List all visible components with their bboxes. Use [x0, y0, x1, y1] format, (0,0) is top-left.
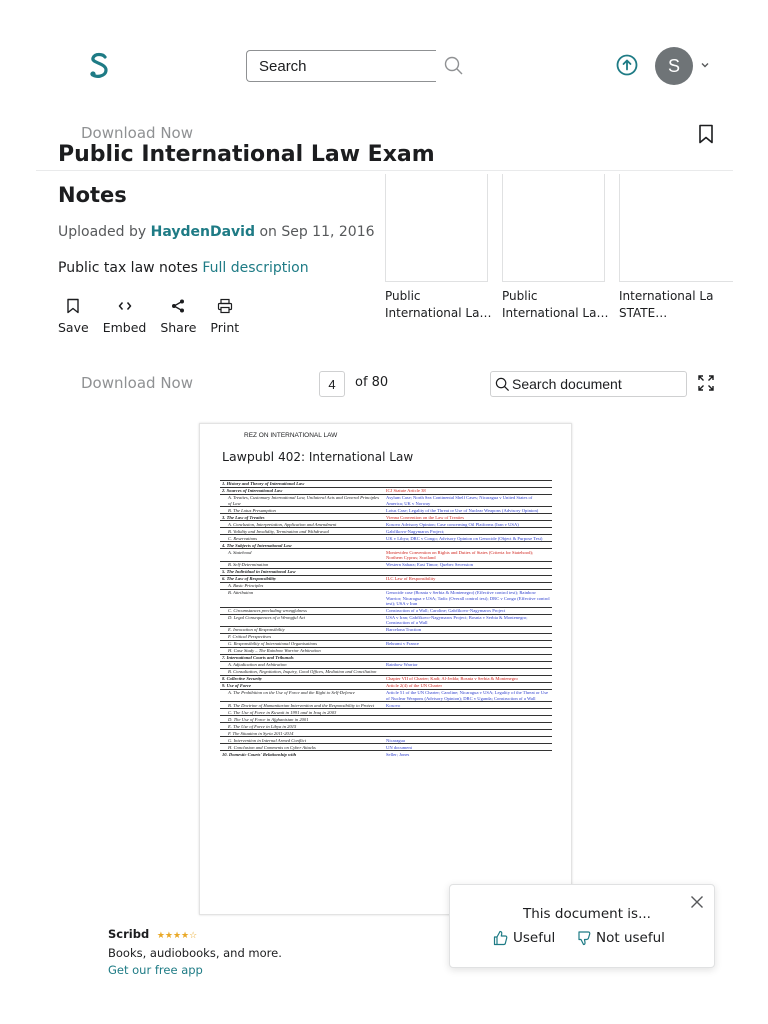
table-row: [220, 607, 552, 614]
app-promo: [108, 926, 282, 979]
table-row: [220, 488, 552, 495]
search-icon[interactable]: [444, 56, 464, 76]
cases-cell: Construction of a Wall; Caroline; Gabčíkovo-Nagymaros Project: [384, 607, 552, 614]
topic-cell: 8. Collective Security: [220, 676, 384, 683]
scribd-logo-icon[interactable]: [86, 50, 112, 82]
topic-cell: 9. Use of Force: [220, 683, 384, 690]
table-row: [220, 528, 552, 535]
topic-cell: H. Conclusion and Comments on Cyber Attacks: [220, 744, 384, 751]
table-row: [220, 614, 552, 626]
related-doc-title-line: International La: [619, 289, 714, 303]
cases-cell: [384, 709, 552, 716]
search-document-label: Search document: [512, 376, 622, 392]
document-page: [199, 423, 572, 915]
cases-cell: Genocide case (Bosnia v Serbia & Montenegro) (Effective control test); Rainbow Warrior; Nicaragua v USA; Tadic (Overall control test); DRC v Congo (Effective control test); USA v Iran: [384, 589, 552, 607]
related-doc-title-line: International La…: [502, 306, 609, 320]
related-doc-thumbnail[interactable]: [385, 174, 488, 282]
fullscreen-icon[interactable]: [697, 374, 715, 392]
page-title-part: 402: International Law: [278, 450, 414, 464]
cases-cell: [384, 481, 552, 488]
related-doc-title[interactable]: [619, 288, 727, 322]
syllabus-table: [220, 480, 552, 757]
cases-cell: USA v Iran; Gabčíkovo-Nagymaros Project; Bosnia v Serbia & Montenegro; Construction of a Wall: [384, 614, 552, 626]
share-label: Share: [160, 320, 197, 335]
table-row: [220, 561, 552, 568]
cases-cell: Vienna Convention on the Law of Treaties: [384, 514, 552, 521]
table-row: [220, 582, 552, 589]
cases-cell: ICJ Statute Article 38: [384, 488, 552, 495]
table-row: [220, 521, 552, 528]
topic-cell: C. The Use of Force in Kuwait in 1991 and in Iraq in 2003: [220, 709, 384, 716]
description-text: Public tax law notes: [58, 260, 198, 276]
cases-cell: Asylum Case; North Sea Continental Shelf Cases; Nicaragua v United States of America; UK v Norway: [384, 495, 552, 507]
upload-date: on Sep 11, 2016: [259, 224, 375, 240]
topic-cell: C. Circumstances precluding wrongfulness: [220, 607, 384, 614]
table-row: [220, 723, 552, 730]
table-row: [220, 568, 552, 575]
topic-cell: G. Responsibility of International Organisations: [220, 641, 384, 648]
table-row: [220, 669, 552, 676]
cases-cell: Lotus Case; Legality of the Threat or Use of Nuclear Weapons (Advisory Opinion): [384, 507, 552, 514]
table-row: [220, 589, 552, 607]
embed-button[interactable]: [103, 298, 147, 335]
cases-cell: Gabčíkovo-Nagymaros Project;: [384, 528, 552, 535]
topic-cell: 10. Domestic Courts' Relationship with: [220, 751, 384, 758]
table-row: [220, 744, 552, 751]
cases-cell: [384, 669, 552, 676]
cases-cell: Kosovo Advisory Opinion; Case concerning Oil Platforms (Iran v USA): [384, 521, 552, 528]
search-input[interactable]: [246, 50, 436, 82]
table-row: [220, 507, 552, 514]
topic-cell: B. Validity and Invalidity, Termination and Withdrawal: [220, 528, 384, 535]
table-row: [220, 641, 552, 648]
app-tagline: Books, audiobooks, and more.: [108, 946, 282, 960]
table-row: [220, 481, 552, 488]
not-useful-button[interactable]: [576, 930, 665, 946]
embed-label: Embed: [102, 320, 147, 335]
page-title-part: Lawpubl: [222, 449, 275, 464]
topic-cell: 7. International Courts and Tribunals: [220, 655, 384, 662]
table-row: [220, 730, 552, 737]
table-row: [220, 655, 552, 662]
topic-cell: A. Basic Principles: [220, 582, 384, 589]
cases-cell: UN document: [384, 744, 552, 751]
topic-cell: D. Legal Consequences of a Wrongful Act: [220, 614, 384, 626]
doc-actions: [58, 298, 253, 335]
topic-cell: C. Reservations: [220, 535, 384, 542]
related-doc-title[interactable]: [385, 288, 493, 322]
topic-cell: B. Attribution: [220, 589, 384, 607]
print-icon: [217, 298, 233, 314]
topic-cell: G. Intervention in Internal Armed Conflict: [220, 737, 384, 744]
topic-cell: B. Self-Determination: [220, 561, 384, 568]
related-doc-title-line: STATE…: [619, 306, 668, 320]
topic-cell: 6. The Law of Responsibility: [220, 575, 384, 582]
cases-cell: [384, 648, 552, 655]
table-row: [220, 648, 552, 655]
top-bar: [0, 0, 768, 120]
cases-cell: ILC Law of Responsibility: [384, 575, 552, 582]
cases-cell: Article 2(4) of the UN Charter: [384, 683, 552, 690]
rating-stars: ★★★★☆: [156, 931, 198, 941]
close-icon[interactable]: [690, 895, 704, 909]
table-row: [220, 627, 552, 634]
page-title: [222, 449, 413, 464]
doc-title-partial: Public International Law Exam: [58, 142, 435, 167]
bookmark-icon: [65, 298, 81, 314]
related-doc-thumbnail[interactable]: [502, 174, 605, 282]
doc-title: Notes: [58, 183, 127, 207]
uploader-link[interactable]: HaydenDavid: [150, 224, 255, 240]
related-doc-title-line: International La…: [385, 306, 492, 320]
get-app-link[interactable]: Get our free app: [108, 963, 203, 977]
print-label: Print: [210, 320, 240, 335]
table-row: [220, 535, 552, 542]
cases-cell: Kosovo: [384, 702, 552, 709]
topic-cell: 1. History and Theory of International Law: [220, 481, 384, 488]
table-row: [220, 542, 552, 549]
topic-cell: A. Adjudication and Arbitration: [220, 662, 384, 669]
code-icon: [117, 298, 133, 314]
save-button[interactable]: [58, 298, 89, 335]
share-button[interactable]: [160, 298, 196, 335]
table-row: [220, 662, 552, 669]
search-icon: [495, 377, 510, 392]
save-label: Save: [58, 320, 89, 335]
topic-cell: B. The Lotus Presumption: [220, 507, 384, 514]
not-useful-label: Not useful: [596, 930, 665, 946]
thumbs-down-icon: [576, 930, 591, 946]
feedback-popup: [449, 884, 715, 968]
topic-cell: A. The Prohibition on the Use of Force and the Right to Self-Defence: [220, 690, 384, 702]
topic-cell: E. Invocation of Responsibility: [220, 627, 384, 634]
cases-cell: Rainbow Warrior: [384, 662, 552, 669]
related-doc-title-line: Public: [502, 289, 538, 303]
cases-cell: UK v Libya; DRC v Congo; Advisory Opinion on Genocide (Object & Purpose Test): [384, 535, 552, 542]
related-doc-title-line: Public: [385, 289, 421, 303]
share-icon: [170, 298, 186, 314]
search-document-input[interactable]: [490, 371, 687, 397]
related-doc-title[interactable]: [502, 288, 610, 322]
useful-button[interactable]: [493, 930, 555, 946]
page-number-input[interactable]: 4: [319, 371, 345, 397]
cases-cell: [384, 723, 552, 730]
useful-label: Useful: [513, 930, 556, 946]
table-row: [220, 737, 552, 744]
bookmark-icon[interactable]: [698, 124, 714, 144]
table-row: [220, 751, 552, 758]
related-doc-thumbnail[interactable]: [619, 174, 733, 282]
thumbs-up-icon: [493, 930, 508, 946]
table-row: [220, 709, 552, 716]
table-row: [220, 702, 552, 709]
doc-description: [58, 260, 309, 276]
topic-cell: D. The Use of Force in Afghanistan in 2001: [220, 716, 384, 723]
cases-cell: Nicaragua: [384, 737, 552, 744]
table-row: [220, 683, 552, 690]
feedback-question: This document is...: [523, 906, 651, 922]
avatar[interactable]: S: [655, 47, 693, 85]
cases-cell: [384, 542, 552, 549]
cases-cell: Article 51 of the UN Charter; Caroline; Nicaragua v USA; Legality of the Threat or Use of Nuclear Weapons (Advisory Opinion); DRC v Uganda; Construction of a Wall: [384, 690, 552, 702]
cases-cell: [384, 634, 552, 641]
topic-cell: A. Conclusion, Interpretation, Application and Amendment: [220, 521, 384, 528]
page-header: REZ ON INTERNATIONAL LAW: [244, 432, 338, 439]
table-row: [220, 634, 552, 641]
chevron-down-icon[interactable]: [700, 61, 710, 69]
topic-cell: 2. Sources of International Law: [220, 488, 384, 495]
cases-cell: Chapter VII of Charter; Kadi; Al-Jedda; Bosnia v Serbia & Montenegro: [384, 676, 552, 683]
topic-cell: F. The Situation in Syria 2011-2014: [220, 730, 384, 737]
download-now-button[interactable]: Download Now: [81, 124, 193, 142]
cases-cell: Seller; Jones: [384, 751, 552, 758]
topic-cell: A. Statehood: [220, 549, 384, 561]
cases-cell: [384, 730, 552, 737]
cases-cell: Barcelona Traction: [384, 627, 552, 634]
topic-cell: H. Case Study – The Rainbow Warrior Arbitration: [220, 648, 384, 655]
topic-cell: A. Treaties, Customary International Law, Unilateral Acts and General Principles of Law: [220, 495, 384, 507]
page-count: of 80: [355, 375, 389, 390]
topic-cell: 3. The Law of Treaties: [220, 514, 384, 521]
cases-cell: [384, 582, 552, 589]
topic-cell: E. The Use of Force in Libya in 2015: [220, 723, 384, 730]
upload-prefix: Uploaded by: [58, 224, 147, 240]
topic-cell: 5. The Individual in International Law: [220, 568, 384, 575]
table-row: [220, 676, 552, 683]
cases-cell: [384, 716, 552, 723]
table-row: [220, 514, 552, 521]
table-row: [220, 716, 552, 723]
topic-cell: F. Critical Perspectives: [220, 634, 384, 641]
print-button[interactable]: [210, 298, 239, 335]
cases-cell: [384, 655, 552, 662]
upload-info: [58, 224, 375, 240]
cases-cell: Western Sahara; East Timor; Quebec Secession: [384, 561, 552, 568]
topic-cell: 4. The Subjects of International Law: [220, 542, 384, 549]
cases-cell: [384, 568, 552, 575]
table-row: [220, 495, 552, 507]
topic-cell: B. The Doctrine of Humanitarian Intervention and the Responsibility to Protect: [220, 702, 384, 709]
download-now-button[interactable]: Download Now: [81, 374, 193, 392]
app-brand: Scribd: [108, 927, 150, 941]
cases-cell: Behrami v France: [384, 641, 552, 648]
table-row: [220, 549, 552, 561]
table-row: [220, 575, 552, 582]
cases-cell: Montevideo Convention on Rights and Duties of States (Criteria for Statehood); Northern Cyprus; Scotland: [384, 549, 552, 561]
table-row: [220, 690, 552, 702]
topic-cell: B. Consultation, Negotiation, Inquiry, Good Offices, Mediation and Conciliation: [220, 669, 384, 676]
upload-icon[interactable]: [616, 54, 638, 76]
full-description-link[interactable]: Full description: [202, 260, 309, 276]
